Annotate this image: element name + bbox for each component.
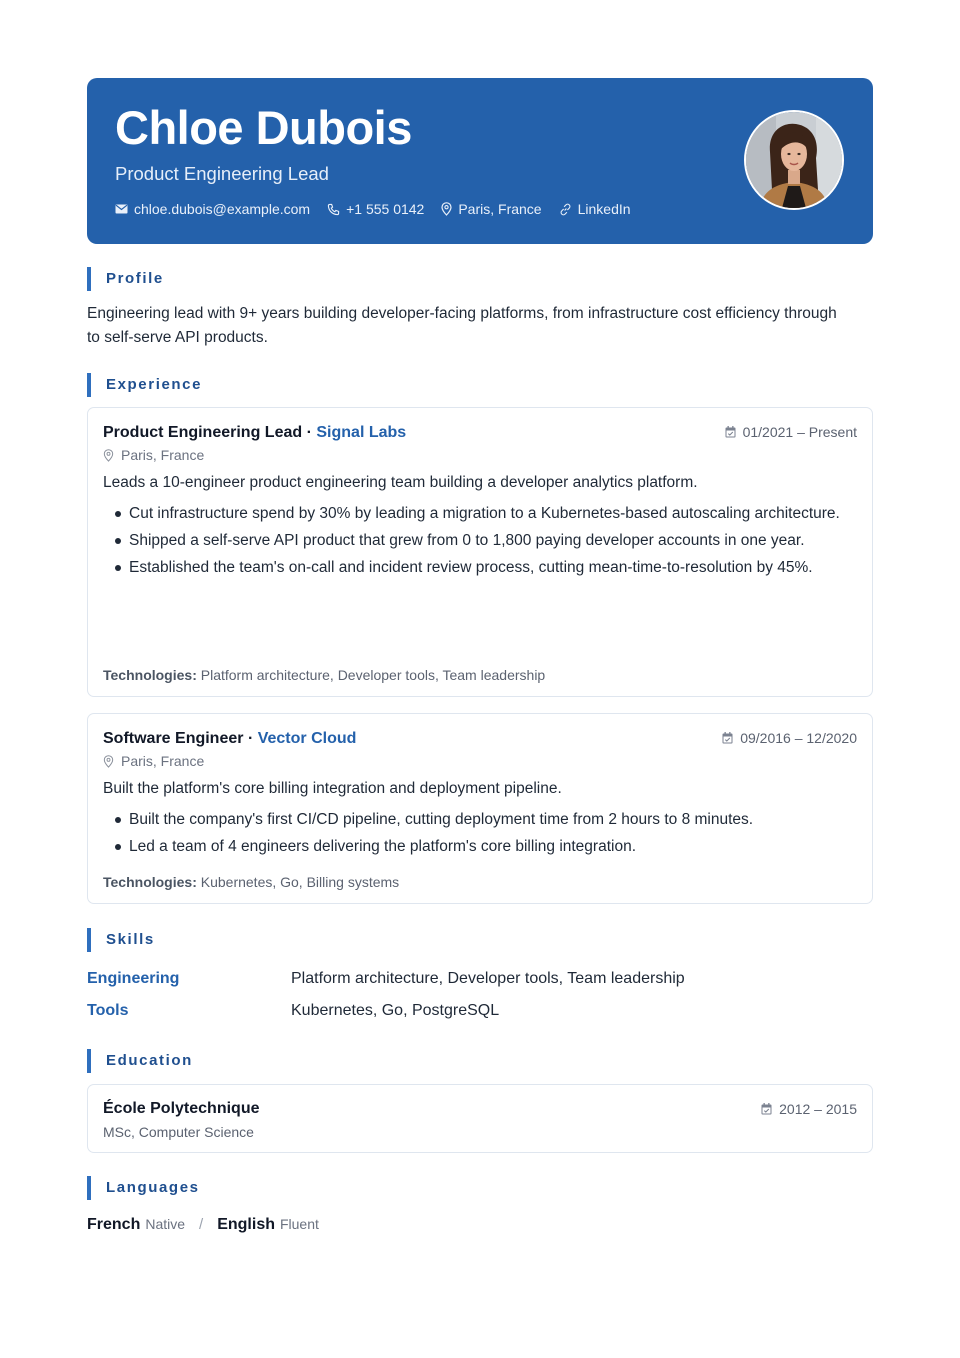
- skill-category: Engineering: [87, 970, 180, 987]
- job-location: [103, 445, 204, 465]
- language-separator: /: [199, 1216, 204, 1233]
- job-dates: [725, 422, 857, 442]
- job-dates: [722, 728, 857, 748]
- job-heading: [103, 422, 406, 444]
- link-icon: [559, 203, 572, 216]
- section-title-languages: Languages: [87, 1176, 200, 1200]
- contact-location: [441, 201, 541, 217]
- achievement-item: Established the team's on-call and incident review process, cutting mean-time-to-resolution by 45%.: [103, 556, 853, 580]
- contact-row: [115, 201, 648, 217]
- location-text: Paris, France: [458, 201, 542, 217]
- calendar-icon: [761, 1103, 772, 1115]
- location-pin-icon: [441, 202, 452, 216]
- job-location: [103, 751, 204, 771]
- skill-items: Platform architecture, Developer tools, Team leadership: [291, 970, 685, 987]
- job-location-text: Paris, France: [121, 447, 205, 463]
- skill-row: [87, 967, 685, 991]
- job-dates-text: 01/2021 – Present: [742, 424, 857, 440]
- section-title-profile: Profile: [87, 267, 164, 291]
- achievement-item: Shipped a self-serve API product that grew from 0 to 1,800 paying developer accounts in one year.: [103, 529, 853, 553]
- language-level: Native: [145, 1216, 186, 1232]
- candidate-name: Chloe Dubois: [115, 101, 412, 154]
- contact-phone[interactable]: [327, 201, 424, 217]
- education-degree: MSc, Computer Science: [103, 1124, 254, 1140]
- section-title-education: Education: [87, 1049, 193, 1073]
- phone-icon: [327, 203, 340, 216]
- experience-card: [87, 407, 873, 697]
- job-technologies: [103, 872, 399, 892]
- location-pin-icon: [103, 449, 114, 462]
- job-location-text: Paris, France: [121, 753, 205, 769]
- job-dates-text: 09/2016 – 12/2020: [740, 730, 857, 746]
- skill-row: [87, 999, 499, 1023]
- job-separator: ·: [247, 730, 254, 747]
- achievement-item: Built the company's first CI/CD pipeline, cutting deployment time from 2 hours to 8 minutes.: [103, 808, 853, 832]
- email-text: chloe.dubois@example.com: [134, 201, 311, 217]
- language-name: English: [217, 1216, 275, 1233]
- achievement-item: Led a team of 4 engineers delivering the platform's core billing integration.: [103, 835, 853, 859]
- section-title-experience: Experience: [87, 373, 202, 397]
- technologies-list: Platform architecture, Developer tools, Team leadership: [200, 667, 546, 683]
- education-dates: [761, 1099, 857, 1119]
- language-level: Fluent: [279, 1216, 319, 1232]
- job-company: Signal Labs: [316, 424, 407, 441]
- job-company: Vector Cloud: [257, 730, 357, 747]
- languages-list: [87, 1212, 319, 1237]
- calendar-icon: [725, 426, 736, 438]
- contact-email[interactable]: [115, 201, 310, 217]
- location-pin-icon: [103, 755, 114, 768]
- skill-category: Tools: [87, 1002, 129, 1019]
- job-achievements: [103, 502, 853, 583]
- resume-header: [87, 78, 873, 244]
- phone-text: +1 555 0142: [346, 201, 425, 217]
- education-dates-text: 2012 – 2015: [779, 1101, 857, 1117]
- education-school: École Polytechnique: [103, 1100, 260, 1117]
- calendar-icon: [722, 732, 733, 744]
- job-role: Product Engineering Lead: [103, 424, 303, 441]
- experience-card: [87, 713, 873, 904]
- job-heading: [103, 728, 356, 750]
- linkedin-link: LinkedIn: [577, 201, 631, 217]
- resume-page: [87, 78, 873, 1233]
- job-separator: ·: [306, 424, 312, 441]
- technologies-label: Technologies:: [103, 667, 197, 683]
- education-card: [87, 1084, 873, 1153]
- profile-summary: Engineering lead with 9+ years building developer-facing platforms, from infrastructure cost efficiency through to self-serve API products.: [87, 305, 837, 346]
- language-name: French: [87, 1216, 141, 1233]
- job-summary: Leads a 10-engineer product engineering team building a developer analytics platform.: [103, 474, 698, 491]
- section-title-skills: Skills: [87, 928, 155, 952]
- skill-items: Kubernetes, Go, PostgreSQL: [291, 1002, 500, 1019]
- achievement-item: Cut infrastructure spend by 30% by leading a migration to a Kubernetes-based autoscaling architecture.: [103, 502, 853, 526]
- technologies-list: Kubernetes, Go, Billing systems: [200, 874, 400, 890]
- job-summary: Built the platform's core billing integration and deployment pipeline.: [103, 780, 562, 797]
- technologies-label: Technologies:: [103, 874, 197, 890]
- job-role: Software Engineer: [103, 730, 244, 747]
- avatar: [744, 110, 844, 210]
- job-achievements: [103, 808, 853, 862]
- mail-icon: [115, 204, 128, 214]
- job-technologies: [103, 665, 545, 685]
- candidate-title: Product Engineering Lead: [115, 163, 329, 184]
- contact-linkedin[interactable]: [559, 201, 631, 217]
